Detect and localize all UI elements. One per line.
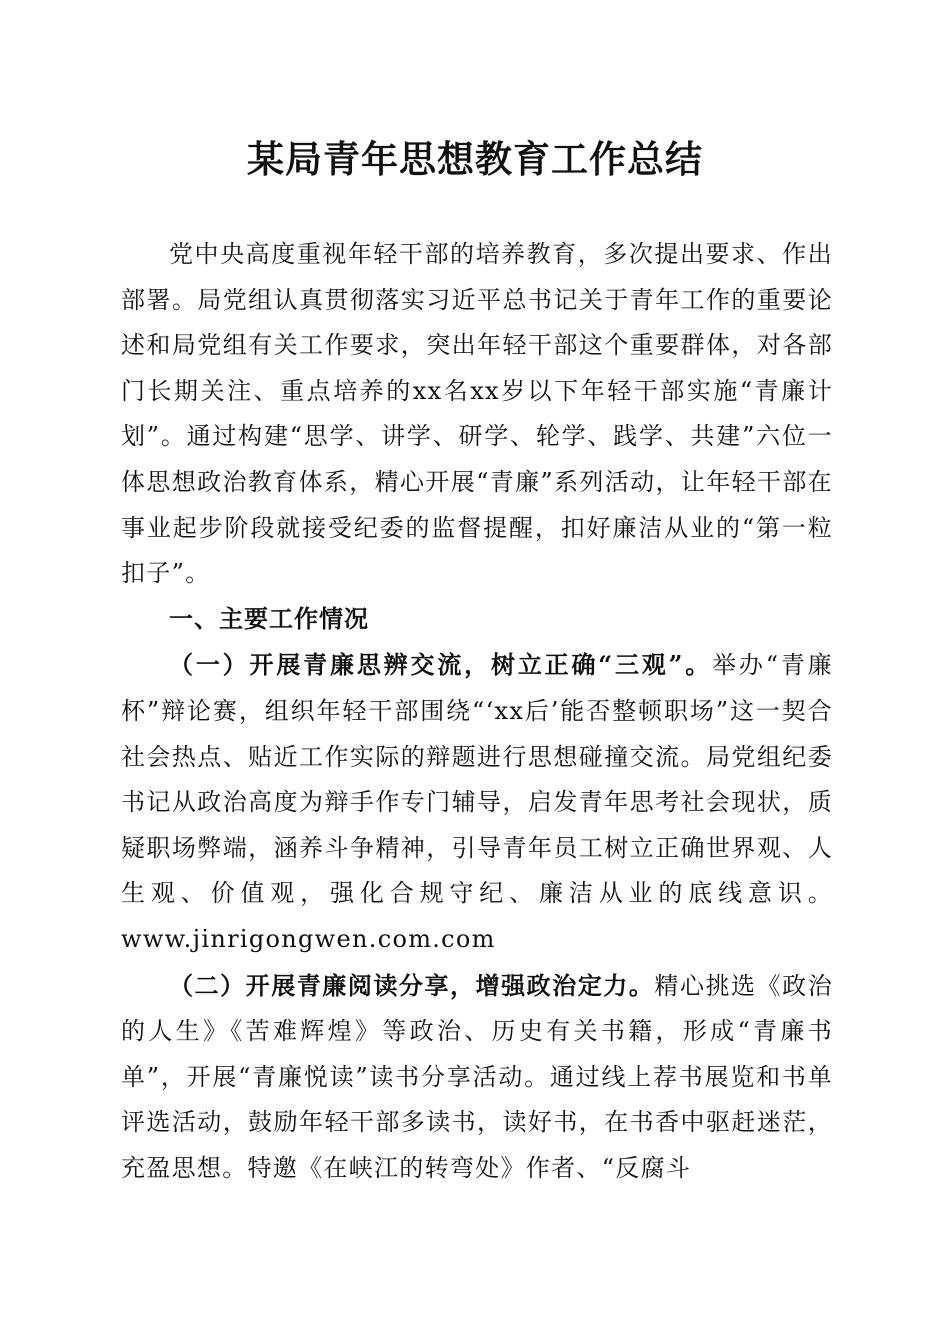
document-title: 某局青年思想教育工作总结 (247, 137, 703, 181)
section-heading-main-work: 一、主要工作情况 (169, 604, 369, 633)
paragraph-reading-sharing-body: 精心挑选《政治的人生》《苦难辉煌》等政治、历史有关书籍，形成“青廉书单”，开展“青廉悦读”读书分享活动。通过线上荐书展览和书单评选活动，鼓励年轻干部多读书，读好书，在书香中驱赶迷茫，充盈思想。特邀《在峡江的转弯处》作者、“反腐斗 (121, 971, 833, 1182)
paragraph-debate-exchange-body: 举办“青廉杯”辩论赛，组织年轻干部围绕“‘xx后’能否整顿职场”这一契合社会热点、贴近工作实际的辩题进行思想碰撞交流。局党组纪委书记从政治高度为辩手作专门辅导，启发青年思考社会现状，质疑职场弊端，涵养斗争精神，引导青年员工树立正确世界观、人生观、价值观，强化合规守纪、廉洁从业的底线意识。www.jinrigongwen.com.com (121, 651, 833, 953)
paragraph-debate-exchange (121, 642, 833, 962)
intro-paragraph: 党中央高度重视年轻干部的培养教育，多次提出要求、作出部署。局党组认真贯彻落实习近平总书记关于青年工作的重要论述和局党组有关工作要求，突出年轻干部这个重要群体，对各部门长期关注、重点培养的xx名xx岁以下年轻干部实施“青廉计划”。通过构建“思学、讲学、研学、轮学、践学、共建”六位一体思想政治教育体系，精心开展“青廉”系列活动，让年轻干部在事业起步阶段就接受纪委的监督提醒，扣好廉洁从业的“第一粒扣子”。 (121, 240, 833, 588)
document-body (121, 232, 833, 1191)
subheading-debate-exchange: （一）开展青廉思辨交流，树立正确“三观”。 (169, 650, 713, 680)
paragraph-reading-sharing (121, 963, 833, 1192)
subheading-reading-sharing: （二）开展青廉阅读分享，增强政治定力。 (169, 970, 655, 1000)
